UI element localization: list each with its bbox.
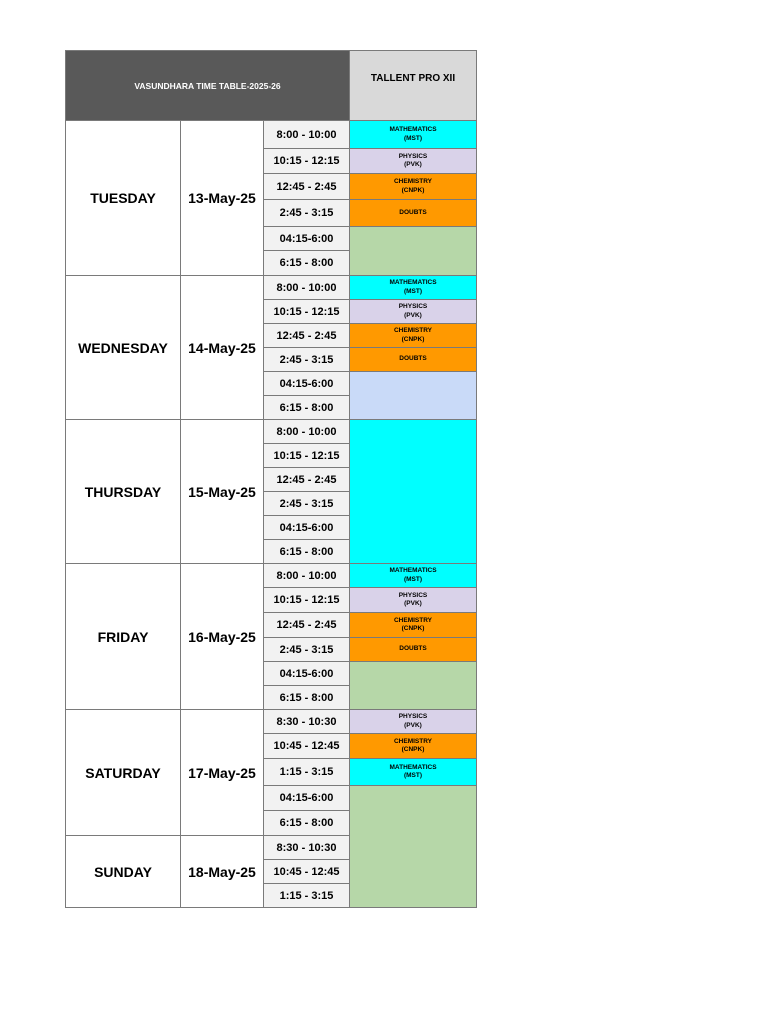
subject-name: DOUBTS bbox=[399, 208, 427, 216]
time-slot: 8:00 - 10:00 bbox=[263, 275, 350, 300]
subject-name: PHYSICS bbox=[398, 591, 428, 599]
day-name: SUNDAY bbox=[65, 835, 181, 908]
free-block bbox=[349, 226, 477, 276]
teacher-code: (CNPK) bbox=[401, 186, 425, 194]
time-slot: 04:15-6:00 bbox=[263, 371, 350, 396]
day-name: THURSDAY bbox=[65, 419, 181, 564]
time-slot: 1:15 - 3:15 bbox=[263, 883, 350, 908]
time-slot: 8:00 - 10:00 bbox=[263, 563, 350, 588]
teacher-code: (CNPK) bbox=[401, 625, 425, 632]
timetable bbox=[65, 50, 477, 910]
teacher-code: (CNPK) bbox=[401, 335, 425, 343]
teacher-code: (PVK) bbox=[404, 311, 422, 319]
day-date: 18-May-25 bbox=[180, 835, 264, 908]
time-slot: 10:15 - 12:15 bbox=[263, 443, 350, 468]
class-slot bbox=[349, 347, 477, 372]
time-slot: 12:45 - 2:45 bbox=[263, 323, 350, 348]
subject-name: MATHEMATICS bbox=[389, 126, 437, 134]
day-name: FRIDAY bbox=[65, 563, 181, 710]
time-slot: 10:45 - 12:45 bbox=[263, 859, 350, 884]
teacher-code: (MST) bbox=[403, 772, 423, 779]
time-slot: 6:15 - 8:00 bbox=[263, 539, 350, 564]
class-slot bbox=[349, 612, 477, 638]
teacher-code: (PVK) bbox=[404, 600, 422, 607]
teacher-code: (MST) bbox=[403, 134, 423, 142]
time-slot: 04:15-6:00 bbox=[263, 785, 350, 811]
time-slot: 8:30 - 10:30 bbox=[263, 835, 350, 860]
subject-name: PHYSICS bbox=[398, 152, 428, 160]
subject-name: MATHEMATICS bbox=[389, 763, 437, 771]
time-slot: 2:45 - 3:15 bbox=[263, 491, 350, 516]
free-block bbox=[349, 785, 477, 908]
class-slot bbox=[349, 323, 477, 348]
time-slot: 2:45 - 3:15 bbox=[263, 637, 350, 662]
time-slot: 2:45 - 3:15 bbox=[263, 347, 350, 372]
subject-name: CHEMISTRY bbox=[393, 327, 433, 335]
time-slot: 04:15-6:00 bbox=[263, 515, 350, 540]
class-slot bbox=[349, 709, 477, 734]
subject-name: MATHEMATICS bbox=[389, 279, 437, 287]
day-date: 13-May-25 bbox=[180, 120, 264, 276]
time-slot: 6:15 - 8:00 bbox=[263, 250, 350, 276]
class-slot bbox=[349, 199, 477, 227]
time-slot: 10:15 - 12:15 bbox=[263, 299, 350, 324]
subject-name: CHEMISTRY bbox=[393, 737, 433, 745]
day-date: 14-May-25 bbox=[180, 275, 264, 420]
time-slot: 8:00 - 10:00 bbox=[263, 419, 350, 444]
subject-name: CHEMISTRY bbox=[393, 178, 433, 186]
time-slot: 10:15 - 12:15 bbox=[263, 148, 350, 174]
time-slot: 8:00 - 10:00 bbox=[263, 120, 350, 149]
time-slot: 6:15 - 8:00 bbox=[263, 810, 350, 836]
time-slot: 04:15-6:00 bbox=[263, 661, 350, 686]
time-slot: 6:15 - 8:00 bbox=[263, 395, 350, 420]
teacher-code: (MST) bbox=[403, 287, 423, 295]
time-slot: 6:15 - 8:00 bbox=[263, 685, 350, 710]
day-name: SATURDAY bbox=[65, 709, 181, 836]
day-name: WEDNESDAY bbox=[65, 275, 181, 420]
free-block bbox=[349, 371, 477, 420]
teacher-code: (PVK) bbox=[404, 161, 422, 168]
class-slot bbox=[349, 733, 477, 759]
teacher-code: (PVK) bbox=[404, 721, 422, 729]
subject-name: DOUBTS bbox=[399, 645, 427, 653]
class-slot bbox=[349, 563, 477, 588]
subject-name: CHEMISTRY bbox=[393, 616, 433, 624]
time-slot: 1:15 - 3:15 bbox=[263, 758, 350, 786]
day-date: 16-May-25 bbox=[180, 563, 264, 710]
time-slot: 8:30 - 10:30 bbox=[263, 709, 350, 734]
day-name: TUESDAY bbox=[65, 120, 181, 276]
free-block bbox=[349, 419, 477, 564]
subject-name: DOUBTS bbox=[399, 355, 427, 363]
day-date: 15-May-25 bbox=[180, 419, 264, 564]
subject-name: PHYSICS bbox=[398, 713, 428, 721]
timetable-title: VASUNDHARA TIME TABLE-2025-26 bbox=[65, 50, 350, 121]
class-slot bbox=[349, 120, 477, 149]
teacher-code: (MST) bbox=[403, 575, 423, 583]
time-slot: 2:45 - 3:15 bbox=[263, 199, 350, 227]
time-slot: 10:45 - 12:45 bbox=[263, 733, 350, 759]
time-slot: 10:15 - 12:15 bbox=[263, 587, 350, 613]
day-date: 17-May-25 bbox=[180, 709, 264, 836]
class-slot bbox=[349, 587, 477, 613]
time-slot: 04:15-6:00 bbox=[263, 226, 350, 251]
time-slot: 12:45 - 2:45 bbox=[263, 612, 350, 638]
class-slot bbox=[349, 299, 477, 324]
teacher-code: (CNPK) bbox=[401, 746, 425, 753]
time-slot: 12:45 - 2:45 bbox=[263, 467, 350, 492]
class-slot bbox=[349, 173, 477, 200]
class-slot bbox=[349, 758, 477, 786]
class-slot bbox=[349, 637, 477, 662]
subject-name: PHYSICS bbox=[398, 303, 428, 311]
class-slot bbox=[349, 148, 477, 174]
batch-name: TALLENT PRO XII bbox=[349, 50, 477, 121]
time-slot: 12:45 - 2:45 bbox=[263, 173, 350, 200]
subject-name: MATHEMATICS bbox=[389, 567, 437, 575]
class-slot bbox=[349, 275, 477, 300]
free-block bbox=[349, 661, 477, 710]
